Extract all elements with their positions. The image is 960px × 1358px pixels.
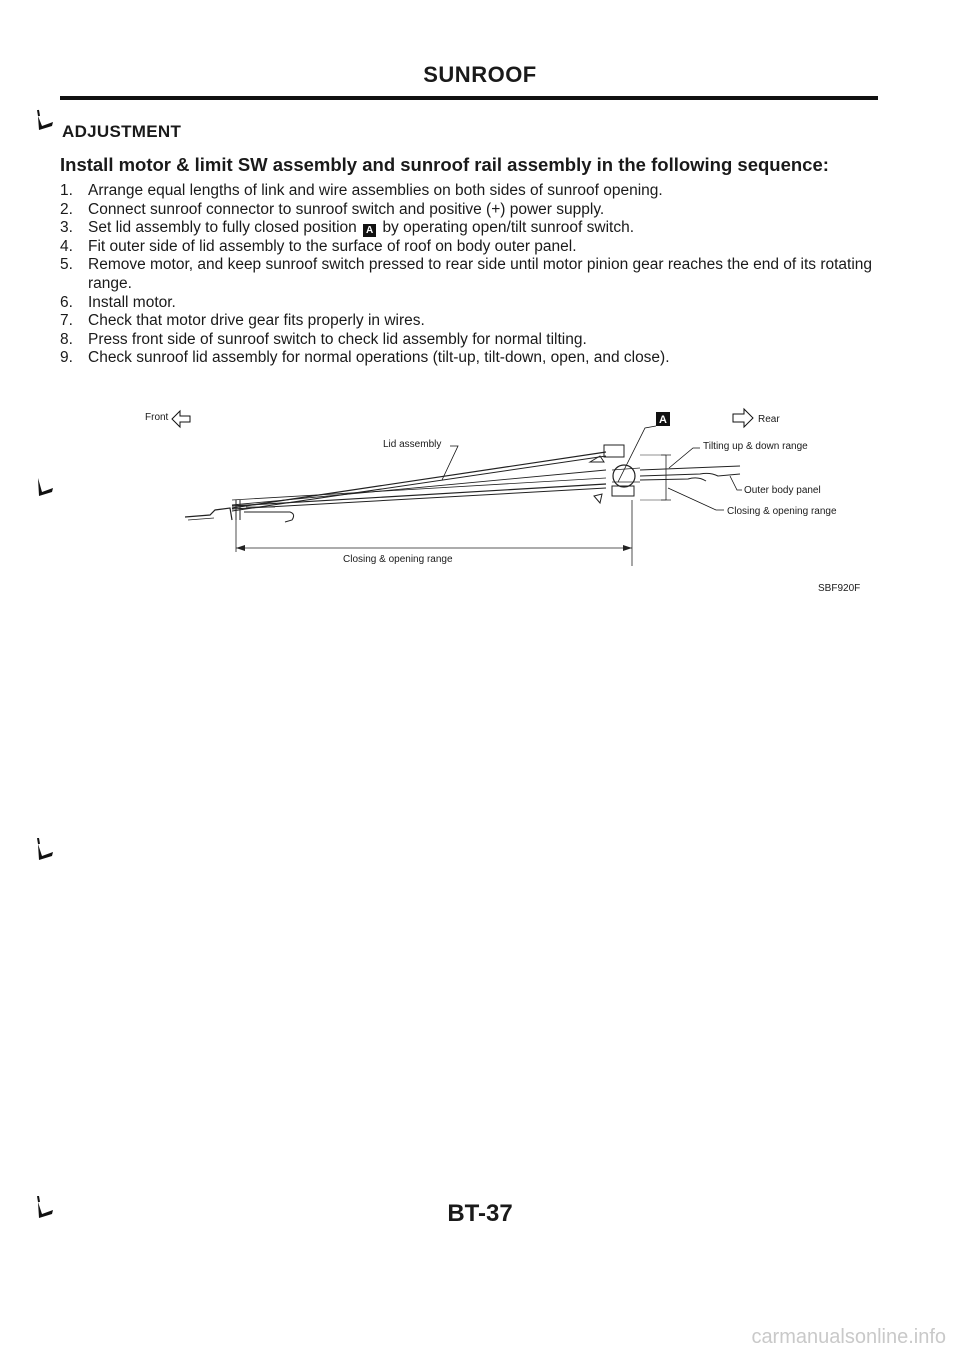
- tilting-range-label: Tilting up & down range: [703, 441, 808, 452]
- lid-assembly-label: Lid assembly: [383, 439, 442, 450]
- step-item: 1. Arrange equal lengths of link and wire assemblies on both sides of sunroof opening.: [60, 182, 663, 199]
- step-item: 8. Press front side of sunroof switch to check lid assembly for normal tilting.: [60, 330, 587, 348]
- front-label: Front: [145, 412, 169, 423]
- outer-body-panel-label: Outer body panel: [744, 485, 821, 496]
- rear-label: Rear: [758, 414, 780, 425]
- position-a-badge-label: A: [659, 414, 667, 426]
- closing-range-bottom-label: Closing & opening range: [343, 554, 453, 565]
- step-item: 6. Install motor.: [60, 293, 176, 311]
- section-heading: ADJUSTMENT: [62, 122, 182, 141]
- step-item: 2. Connect sunroof connector to sunroof switch and positive (+) power supply.: [60, 200, 605, 218]
- watermark: carmanualsonline.info: [751, 1326, 946, 1348]
- procedure-steps: [60, 182, 880, 368]
- margin-mark-icon: [34, 108, 56, 138]
- page-title: SUNROOF: [423, 62, 537, 87]
- step-item: 9. Check sunroof lid assembly for normal operations (tilt-up, tilt-down, open, and close).: [60, 349, 670, 367]
- front-arrow-icon: [172, 411, 190, 427]
- step-item: 3. Set lid assembly to fully closed position A by operating open/tilt sunroof switch.: [60, 219, 635, 237]
- step-item: 5. Remove motor, and keep sunroof switch pressed to rear side until motor pinion gear reaches the end of its rotating range.: [60, 256, 873, 292]
- step-item: 7. Check that motor drive gear fits properly in wires.: [60, 312, 425, 330]
- header-rule: [60, 96, 878, 100]
- page-number: BT-37: [447, 1200, 513, 1227]
- figure-code: SBF920F: [818, 583, 861, 594]
- margin-mark-icon: [34, 838, 56, 868]
- position-a-badge: A: [363, 224, 376, 237]
- closing-range-right-label: Closing & opening range: [727, 506, 837, 517]
- sunroof-adjustment-diagram: [0, 390, 960, 620]
- rear-arrow-icon: [733, 409, 753, 427]
- intro-text: Install motor & limit SW assembly and sunroof rail assembly in the following sequence:: [60, 154, 829, 175]
- step-item: 4. Fit outer side of lid assembly to the surface of roof on body outer panel.: [60, 237, 577, 255]
